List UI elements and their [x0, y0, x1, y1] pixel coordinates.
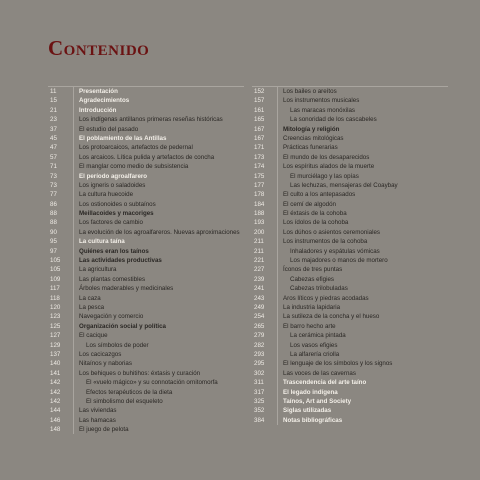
- toc-entry-label: El mundo de los desaparecidos: [283, 153, 370, 161]
- toc-page-number: 317: [252, 388, 278, 397]
- toc-entry: [252, 406, 448, 415]
- toc-page-number: 73: [48, 172, 74, 181]
- toc-entry-label: Introducción: [79, 106, 117, 114]
- toc-page-number: 97: [48, 247, 74, 256]
- toc-page-number: 88: [48, 218, 74, 227]
- toc-entry-label: Árboles maderables y medicinales: [79, 285, 174, 293]
- toc-entry-label: El culto a los antepasados: [283, 191, 356, 199]
- toc-entry: [48, 397, 244, 406]
- toc-entry-label: Los instrumentos musicales: [283, 97, 360, 105]
- toc-entry-label: Los ostionoides o subtaínos: [79, 200, 156, 208]
- toc-entry: [252, 218, 448, 227]
- toc-entry-label: Trascendencia del arte taíno: [283, 379, 367, 387]
- toc-entry: [48, 200, 244, 209]
- toc-entry-label: Los vasos efigies: [290, 341, 338, 349]
- toc-entry: [252, 190, 448, 199]
- toc-entry: [252, 247, 448, 256]
- toc-entry: [252, 181, 448, 190]
- toc-entry-label: Creencias mitológicas: [283, 134, 344, 142]
- toc-entry-label: El «vuelo mágico» y su connotación ornitomorfa: [86, 379, 218, 387]
- toc-entry-label: El legado indígena: [283, 388, 338, 396]
- toc-entry-label: El poblamiento de las Antillas: [79, 134, 167, 142]
- toc-page-number: 137: [48, 350, 74, 359]
- toc-entry: [48, 190, 244, 199]
- toc-page-number: 105: [48, 256, 74, 265]
- toc-entry-label: La pesca: [79, 303, 105, 311]
- toc-entry-label: La cultura huecoide: [79, 191, 134, 199]
- toc-page-number: 127: [48, 331, 74, 340]
- toc-entry-label: Las viviendas: [79, 407, 117, 415]
- toc-entry: [252, 275, 448, 284]
- toc-entry-label: Los bailes o areítos: [283, 88, 337, 95]
- toc-entry: [48, 303, 244, 312]
- toc-entry: [252, 162, 448, 171]
- toc-entry: [48, 247, 244, 256]
- toc-entry-label: La cultura taína: [79, 238, 125, 246]
- toc-page-number: 11: [48, 87, 74, 96]
- toc-entry: [48, 228, 244, 237]
- toc-entry-label: La sonoridad de los cascabeles: [290, 116, 377, 124]
- toc-page-number: 73: [48, 181, 74, 190]
- toc-entry-label: Inhaladores y espátulas vómicas: [290, 247, 380, 255]
- toc-entry-label: Los majadores o manos de mortero: [290, 257, 388, 265]
- toc-entry: [48, 341, 244, 350]
- toc-page-number: 95: [48, 237, 74, 246]
- toc-entry: [252, 265, 448, 274]
- toc-page-number: 352: [252, 406, 278, 415]
- toc-page-number: 311: [252, 378, 278, 387]
- toc-page-number: 142: [48, 388, 74, 397]
- toc-entry: [252, 87, 448, 96]
- toc-page-number: 140: [48, 359, 74, 368]
- toc-entry-label: Las maracas monóxilas: [290, 106, 355, 114]
- toc-entry-label: Las plantas comestibles: [79, 275, 146, 283]
- toc-entry-label: Presentación: [79, 88, 118, 95]
- toc-entry: [48, 284, 244, 293]
- toc-page-number: 109: [48, 275, 74, 284]
- toc-page-number: 165: [252, 115, 278, 124]
- toc-page-number: 174: [252, 162, 278, 171]
- toc-entry-label: El manglar como medio de subsistencia: [79, 163, 189, 171]
- toc-entry: [48, 359, 244, 368]
- toc-page-number: 161: [252, 106, 278, 115]
- toc-page-number: 47: [48, 143, 74, 152]
- toc-entry-label: Mitología y religión: [283, 125, 340, 133]
- toc-entry: [48, 369, 244, 378]
- toc-page-number: 152: [252, 87, 278, 96]
- toc-entry-label: Los igneris o saladoides: [79, 181, 146, 189]
- toc-entry: [252, 134, 448, 143]
- toc-page-number: 193: [252, 218, 278, 227]
- toc-page-number: 241: [252, 284, 278, 293]
- toc-entry-label: Las lechuzas, mensajeras del Coaybay: [290, 181, 398, 189]
- page-title: Contenido: [48, 36, 150, 60]
- toc-entry-label: El barro hecho arte: [283, 322, 336, 330]
- toc-entry-label: Los factores de cambio: [79, 219, 143, 227]
- toc-entry-label: Los dúhos o asientos ceremoniales: [283, 228, 380, 236]
- toc-entry-label: El estudio del pasado: [79, 125, 139, 133]
- toc-entry-label: Las hamacas: [79, 416, 116, 424]
- toc-page-number: 175: [252, 172, 278, 181]
- toc-entry: [48, 96, 244, 105]
- toc-entry: [252, 388, 448, 397]
- toc-page-number: 249: [252, 303, 278, 312]
- toc-entry: [48, 172, 244, 181]
- toc-entry-label: Las actividades productivas: [79, 257, 162, 265]
- toc-page-number: 120: [48, 303, 74, 312]
- toc-page-number: 384: [252, 416, 278, 425]
- toc-page-number: 77: [48, 190, 74, 199]
- toc-page-number: 144: [48, 406, 74, 415]
- toc-entry: [252, 350, 448, 359]
- toc-column-left: [48, 86, 244, 434]
- toc-entry: [48, 115, 244, 124]
- toc-page-number: 37: [48, 125, 74, 134]
- toc-page-number: 282: [252, 341, 278, 350]
- toc-page-number: 125: [48, 322, 74, 331]
- toc-page-number: 90: [48, 228, 74, 237]
- toc-entry: [252, 284, 448, 293]
- toc-entry-label: Los protoarcaicos, artefactos de pedernal: [79, 144, 193, 152]
- toc-entry: [252, 172, 448, 181]
- toc-entry: [48, 134, 244, 143]
- toc-entry-label: Los arcaicos. Lítica pulida y artefactos de concha: [79, 153, 215, 161]
- toc-page-number: 71: [48, 162, 74, 171]
- toc-entry-label: Cabezas efigies: [290, 275, 335, 283]
- toc-entry-label: Prácticas funerarias: [283, 144, 338, 152]
- toc-page-number: 142: [48, 378, 74, 387]
- toc-entry-label: Navegación y comercio: [79, 313, 144, 321]
- toc-page-number: 293: [252, 350, 278, 359]
- toc-entry: [48, 87, 244, 96]
- toc-entry: [252, 96, 448, 105]
- toc-entry: [48, 425, 244, 434]
- toc-page-number: 227: [252, 265, 278, 274]
- toc-entry: [252, 256, 448, 265]
- toc-page-number: 21: [48, 106, 74, 115]
- toc-entry-label: Cabezas trilobuladas: [290, 285, 348, 293]
- toc-page-number: 148: [48, 425, 74, 434]
- toc-entry-label: Los espíritus alados de la muerte: [283, 163, 375, 171]
- toc-entry: [252, 228, 448, 237]
- toc-entry: [48, 416, 244, 425]
- toc-entry-label: Los instrumentos de la cohoba: [283, 238, 368, 246]
- toc-page-number: 88: [48, 209, 74, 218]
- toc-page-number: 86: [48, 200, 74, 209]
- toc-column-right: [252, 86, 448, 425]
- toc-page-number: 178: [252, 190, 278, 199]
- toc-entry: [48, 350, 244, 359]
- toc-entry: [252, 416, 448, 425]
- toc-entry: [252, 209, 448, 218]
- toc-entry: [48, 143, 244, 152]
- toc-page-number: 254: [252, 312, 278, 321]
- toc-entry: [252, 378, 448, 387]
- toc-entry: [48, 378, 244, 387]
- toc-entry-label: La evolución de los agroalfareros. Nuevas aproximaciones: [79, 228, 240, 236]
- toc-entry-label: El juego de pelota: [79, 426, 129, 434]
- toc-entry-label: Íconos de tres puntas: [283, 266, 343, 274]
- toc-entry-label: Meillacoides y macoriges: [79, 210, 154, 218]
- toc-entry-label: El murciélago y las opías: [290, 172, 359, 180]
- toc-page-number: 200: [252, 228, 278, 237]
- toc-entry-label: La sutileza de la concha y el hueso: [283, 313, 380, 321]
- toc-entry: [48, 312, 244, 321]
- toc-entry-label: Los indígenas antillanos primeras reseñas históricas: [79, 116, 223, 124]
- toc-entry-label: Efectos terapéuticos de la dieta: [86, 388, 173, 396]
- toc-entry: [252, 125, 448, 134]
- toc-page-number: 123: [48, 312, 74, 321]
- toc-page-number: 167: [252, 125, 278, 134]
- toc-entry: [252, 115, 448, 124]
- toc-entry-label: Agradecimientos: [79, 97, 130, 105]
- toc-entry-label: La industria lapidaria: [283, 303, 341, 311]
- toc-entry: [252, 397, 448, 406]
- toc-page-number: 117: [48, 284, 74, 293]
- toc-page-number: 243: [252, 294, 278, 303]
- toc-entry: [252, 359, 448, 368]
- toc-page-number: 325: [252, 397, 278, 406]
- toc-entry: [252, 341, 448, 350]
- toc-page-number: 171: [252, 143, 278, 152]
- toc-entry-label: El cacique: [79, 332, 108, 340]
- toc-entry: [252, 369, 448, 378]
- toc-entry-label: Las voces de las cavernas: [283, 369, 356, 377]
- toc-entry-label: Nitaínos y naborias: [79, 360, 132, 368]
- toc-page-number: 141: [48, 369, 74, 378]
- toc-entry: [48, 162, 244, 171]
- toc-entry: [48, 294, 244, 303]
- toc-entry: [48, 209, 244, 218]
- toc-entry: [252, 331, 448, 340]
- toc-page-number: 173: [252, 153, 278, 162]
- toc-entry: [252, 312, 448, 321]
- toc-page-number: 295: [252, 359, 278, 368]
- toc-entry-label: Los cacicazgos: [79, 350, 122, 358]
- toc-page-number: 221: [252, 256, 278, 265]
- toc-entry: [48, 265, 244, 274]
- toc-entry: [48, 106, 244, 115]
- toc-entry: [252, 143, 448, 152]
- toc-page-number: 15: [48, 96, 74, 105]
- toc-entry: [48, 125, 244, 134]
- toc-entry: [48, 331, 244, 340]
- toc-page-number: 23: [48, 115, 74, 124]
- toc-entry-label: Notas bibliográficas: [283, 416, 343, 424]
- toc-entry: [252, 200, 448, 209]
- toc-page-number: 211: [252, 237, 278, 246]
- toc-entry-label: La caza: [79, 294, 101, 302]
- toc-page-number: 157: [252, 96, 278, 105]
- toc-entry-label: La alfarería criolla: [290, 350, 340, 358]
- toc-entry-label: Siglas utilizadas: [283, 407, 332, 415]
- toc-page-number: 302: [252, 369, 278, 378]
- toc-entry-label: Los símbolos de poder: [86, 341, 149, 349]
- toc-entry-label: La agricultura: [79, 266, 117, 274]
- toc-page-number: 184: [252, 200, 278, 209]
- toc-page-number: 167: [252, 134, 278, 143]
- toc-page-number: 146: [48, 416, 74, 425]
- toc-entry: [252, 153, 448, 162]
- toc-page-number: 279: [252, 331, 278, 340]
- toc-page-number: 57: [48, 153, 74, 162]
- toc-page-number: 265: [252, 322, 278, 331]
- toc-entry-label: La cerámica pintada: [290, 332, 346, 340]
- toc-entry: [252, 106, 448, 115]
- toc-entry-label: Los behiques o buhitihos: éxtasis y curación: [79, 369, 201, 377]
- toc-page-number: 142: [48, 397, 74, 406]
- toc-entry-label: El lenguaje de los símbolos y los signos: [283, 360, 393, 368]
- toc-entry: [48, 153, 244, 162]
- toc-entry-label: El cemí de algodón: [283, 200, 336, 208]
- toc-page-number: 129: [48, 341, 74, 350]
- toc-page-number: 188: [252, 209, 278, 218]
- toc-page-number: 45: [48, 134, 74, 143]
- toc-entry-label: Aros líticos y piedras acodadas: [283, 294, 369, 302]
- toc-entry: [48, 256, 244, 265]
- toc-entry-label: El período agroalfarero: [79, 172, 148, 180]
- toc-entry: [48, 388, 244, 397]
- toc-entry: [252, 294, 448, 303]
- toc-entry: [252, 237, 448, 246]
- toc-entry: [48, 218, 244, 227]
- toc-page-number: 211: [252, 247, 278, 256]
- toc-page-number: 177: [252, 181, 278, 190]
- toc-entry-label: El simbolismo del esqueleto: [86, 397, 163, 405]
- toc-entry: [48, 275, 244, 284]
- toc-entry-label: Organización social y política: [79, 322, 166, 330]
- toc-entry: [48, 406, 244, 415]
- toc-page-number: 105: [48, 265, 74, 274]
- toc-page-number: 239: [252, 275, 278, 284]
- toc-entry-label: El éxtasis de la cohoba: [283, 210, 347, 218]
- toc-entry: [252, 322, 448, 331]
- toc-entry: [48, 322, 244, 331]
- toc-page-number: 118: [48, 294, 74, 303]
- toc-entry: [252, 303, 448, 312]
- toc-entry: [48, 181, 244, 190]
- toc-entry: [48, 237, 244, 246]
- toc-entry-label: Taínos, Art and Society: [283, 397, 352, 405]
- toc-entry-label: Quiénes eran los taínos: [79, 247, 149, 255]
- toc-entry-label: Los ídolos de la cohoba: [283, 219, 349, 227]
